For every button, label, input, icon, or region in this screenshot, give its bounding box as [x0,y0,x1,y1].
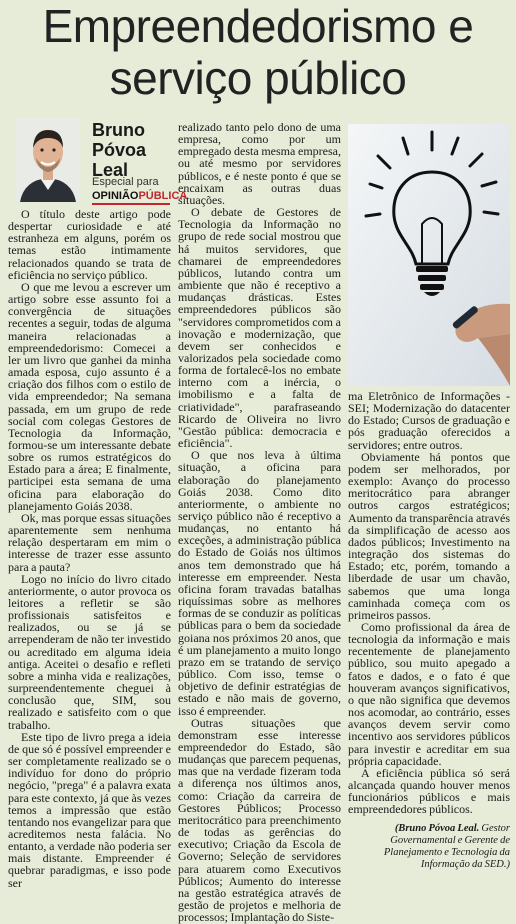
lightbulb-illustration [348,124,510,386]
signoff-name: (Bruno Póvoa Leal. [394,823,480,835]
author-name [92,120,146,180]
paragraph: ma Eletrônico de Informações - SEI; Modernização do datacenter do Estado; Cursos de graduação e pós graduação oferecidos a servidores; entre outros. [348,389,510,452]
brand-underline [92,203,170,205]
headline [0,0,516,104]
paragraph: Logo no início do livro citado anteriormente, o autor provoca os leitores a refletir se são profissionais satisfeitos e realizados, ou se já se arrependeram de não ter investido ou acreditado em alguma ideia antiga. Aceitei o desafio e refleti sobre a minha vida e realizações, surpreendentemente cheguei à conclusão que, SIM, sou realizado e satisfeito com o que trabalho. [8,571,171,732]
headline-line-2: serviço público [109,52,407,104]
paragraph: O que nos leva à última situação, a oficina para elaboração do planejamento Goiás 2038. Como dito anteriormente, o ambiente no serviço público não é receptivo a mudanças, no entanto há exceções, a administração pública do Estado de Goiás nos últimos anos tem demonstrado que há interesse em empreender. Nesta oficina foram travadas batalhas riquíssimas sobre as melhores formas de se conduzir as políticas públicas para o bem da sociedade goiana nos próximos 20 anos, que é um planejamento a muito longo prazo em se tratando de serviço público. Com isso, temse o objetivo de definir estratégias de estado e não mais de governo, isso é empreender. [178,448,341,718]
author-portrait-icon [16,118,80,202]
author-photo [16,118,80,202]
brand-part-1: OPINIÃO [92,190,139,202]
author-first-name: Bruno [92,120,145,140]
brand-part-2: PÚBLICA [138,190,188,202]
author-middle-name: Póvoa [92,140,147,160]
section-brand [92,190,187,202]
signoff-description: Gestor Governamental e Gerente de Planejamento e Tecnologia da Informação da SED.) [383,823,510,871]
headline-line-1: Empreendedorismo e [42,0,474,52]
paragraph: Outras situações que demonstram esse interesse empreendedor do Estado, são mudanças que parecem pequenas, mas que na verdade fizeram toda a diferença nos últimos anos, como: Criação da carreira de Gestores Públicos; Processo meritocrático para preenchimento de todas as gerências do executivo; Criação da Escola de Governo; Seleção de servidores para atuarem como Executivos Públicos; Aumento do interesse na gestão estratégica através de gestão de projetos e melhoria de processos; Implantação do Siste- [178,715,341,924]
paragraph: Obviamente há pontos que podem ser melhorados, por exemplo: Avanço do processo meritocrático para abranger outros cargos estratégicos; Aumento da transparência através da simplificação de acesso aos dados públicos; Investimento na integração dos sistemas do Estado; etc, porém, tomando a liberdade de usar um chavão, sabemos que uma longa caminhada começa com os primeiros passos. [348,449,510,622]
author-block [8,118,188,204]
author-last-name: Leal [92,160,129,180]
article-column-1 [8,208,171,889]
paragraph: Este tipo de livro prega a ideia de que só é possível empreender e ser completamente realizado se o indivíduo for dono do próprio negócio, "prega" é a palavra exata para este contexto, já que às vezes temos a impressão que estão tentando nos evangelizar para que acreditemos nesta falácia. No entanto, a verdade não poderia ser mais distante. Empreender é quebrar paradigmas, e isso pode ser [8,729,171,890]
paragraph: realizado tanto pelo dono de uma empresa, como por um empregado desta mesma empresa, ou até mesmo por servidores públicos, e é neste ponto é que se encaixam as outras duas situações. [178,120,341,207]
paragraph: O debate de Gestores de Tecnologia da Informação no grupo de rede social mostrou que há muitos servidores, que chamarei de empreendedores públicos, lutando contra um ambiente que não é receptivo a mudanças drásticas. Estes empreendedores públicos são "servidores comprometidos com a inovação e modernização, que devem ser conhecidos e valorizados pela sociedade como forma de fortalecê-los no embate interno com a inércia, o imobilismo e a falta de criatividade", parafraseando Ricardo de Oliveira no livro "Gestão pública: democracia e eficiência". [178,205,341,451]
article-column-3 [348,390,510,871]
author-signoff [348,823,510,871]
paragraph: Ok, mas porque essas situações aparentemente sem nenhuma relação despertaram em mim o interesse de trazer esse assunto para a pauta? [8,510,171,574]
paragraph: O título deste artigo pode despertar curiosidade e até estranheza em alguns, porém os temas estão intimamente relacionados quando se trata de eficiência no serviço público. [8,207,171,282]
paragraph: A eficiência pública só será alcançada quando houver menos funcionários públicos e mais empreendedores públicos. [348,765,510,817]
lightbulb-icon [348,124,510,386]
paragraph: Como profissional da área de tecnologia da informação e mais recentemente de planejamento público, sou muito apegado a fatos e dados, e o fato é que houveram avanços significativos, o que não significa que devemos nos acomodar, ao contrário, esses avanços devem servir como incentivo aos servidores públicos para investir e acreditar em sua própria capacidade. [348,619,510,768]
article-column-2 [178,121,341,923]
author-role: Especial para [92,176,159,188]
paragraph: O que me levou a escrever um artigo sobre esse assunto foi a convergência de situações recentes a seguir, todas de alguma maneira relacionadas a empreendedorismo: Comecei a ler um livro que ganhei da minha amada esposa, cujo assunto é a criação dos filhos com o estilo de vida empreendedor; Na semana passada, em um grupo de rede social com colegas Gestores de Tecnologia da Informação, formou-se um interessante debate sobre os rumos estratégicos do Estado para a área; E finalmente, participei esta semana de uma oficina para elaboração do planejamento Goiás 2038. [8,279,171,513]
